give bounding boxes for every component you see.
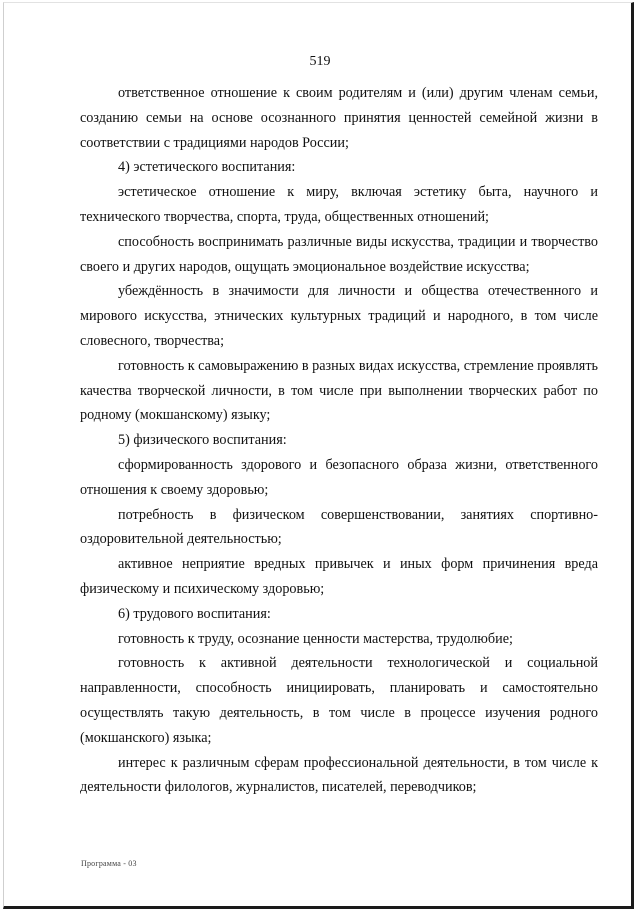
heading-aesthetic-education: 4) эстетического воспитания: [118, 159, 296, 176]
heading-physical-education: 5) физического воспитания: [118, 432, 287, 449]
paragraph-art-perception: способность воспринимать различные виды искусства, традиции и творчество своего и других народов, ощущать эмоциональное воздействие искусства; [80, 233, 598, 275]
paragraph-family-responsibility: ответственное отношение к своим родителям и (или) другим членам семьи, созданию семьи на основе осознанного принятия ценностей семейной жизни в соответствии с традициями народов России; [80, 85, 598, 151]
paragraph-work-readiness: готовность к труду, осознание ценности мастерства, трудолюбие; [118, 630, 513, 647]
paragraph-bad-habits: активное неприятие вредных привычек и иных форм причинения вреда физическому и психическому здоровью; [80, 556, 598, 597]
paragraph-healthy-lifestyle: сформированность здорового и безопасного образа жизни, ответственного отношения к своему здоровью; [80, 456, 598, 498]
paragraph-professional-interest: интерес к различным сферам профессиональной деятельности, в том числе к деятельности филологов, журналистов, писателей, переводчиков; [80, 754, 598, 796]
heading-labor-education: 6) трудового воспитания: [118, 605, 271, 622]
footer-program-code: Программа - 03 [81, 859, 137, 868]
document-body [80, 81, 598, 800]
paragraph-self-expression: готовность к самовыражению в разных видах искусства, стремление проявлять качества творческой личности, в том числе при выполнении творческих работ по родному (мокшанскому) языку; [80, 357, 598, 424]
paragraph-aesthetic-attitude: эстетическое отношение к миру, включая эстетику быта, научного и технического творчества, спорта, труда, общественных отношений; [80, 184, 598, 225]
paragraph-active-work: готовность к активной деятельности технологической и социальной направленности, способность инициировать, планировать и самостоятельно осуществлять такую деятельность, в том числе в процессе изучения родного (мокшанского) языка; [80, 655, 598, 746]
page-number: 519 [309, 54, 331, 69]
paragraph-art-significance: убеждённость в значимости для личности и общества отечественного и мирового искусства, этнических культурных традиций и народного, в том числе словесного, творчества; [80, 283, 598, 349]
paragraph-physical-improvement: потребность в физическом совершенствовании, занятиях спортивно-оздоровительной деятельностью; [80, 506, 598, 548]
